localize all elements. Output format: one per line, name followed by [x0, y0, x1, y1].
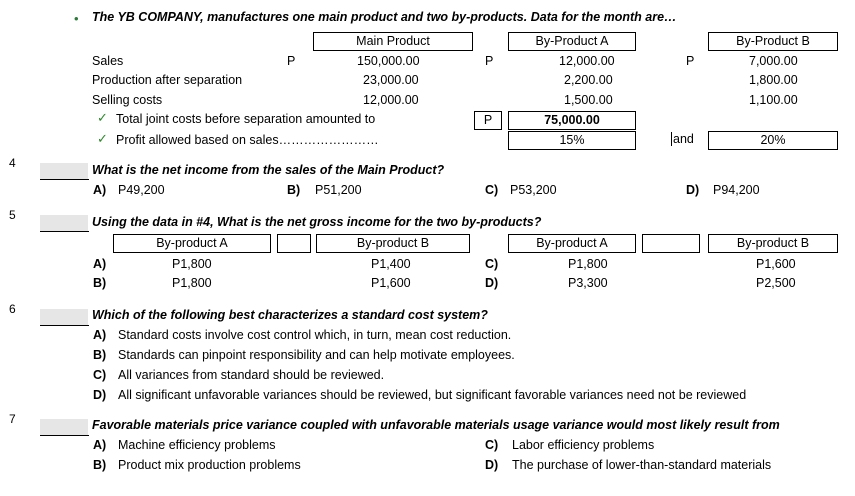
- production-a: 2,200.00: [564, 73, 613, 87]
- column-header-by-product-b: By-Product B: [708, 32, 838, 51]
- choice-letter: D): [686, 183, 700, 197]
- choice-letter: C): [485, 438, 499, 452]
- column-header-main-product: Main Product: [313, 32, 473, 51]
- choice-letter: A): [93, 328, 107, 342]
- choice-text: All significant unfavorable variances should be reviewed, but significant favorable variances need not be reviewed: [118, 388, 747, 402]
- joint-costs-currency: P: [474, 111, 502, 130]
- choice-letter: B): [93, 458, 107, 472]
- answer-blank-shade: [40, 215, 88, 231]
- choice-letter: D): [93, 388, 107, 402]
- sales-a: 12,000.00: [559, 54, 615, 68]
- check-icon: ✓: [97, 131, 108, 146]
- production-b: 1,800.00: [749, 73, 798, 87]
- column-header-by-product-a: By-product A: [508, 234, 636, 253]
- row-label-selling-costs: Selling costs: [92, 93, 163, 107]
- question-text: Which of the following best characterizes a standard cost system?: [92, 308, 488, 322]
- header-spacer-box: [642, 234, 700, 253]
- profit-label: Profit allowed based on sales……………………: [116, 133, 379, 147]
- currency-a: P: [485, 54, 494, 68]
- choice-text: Labor efficiency problems: [512, 438, 655, 452]
- bullet-icon: •: [74, 11, 79, 26]
- row-label-production: Production after separation: [92, 73, 243, 87]
- choice-value: P2,500: [756, 276, 796, 290]
- question-number: 7: [9, 412, 16, 426]
- choice-value: P1,800: [568, 257, 608, 271]
- profit-rate-a: 15%: [508, 131, 636, 150]
- sales-b: 7,000.00: [749, 54, 798, 68]
- choice-value: P1,400: [371, 257, 411, 271]
- answer-blank-line[interactable]: [40, 435, 89, 436]
- joint-costs-label: Total joint costs before separation amounted to: [116, 112, 376, 126]
- column-header-by-product-a: By-Product A: [508, 32, 636, 51]
- choice-letter: D): [485, 458, 499, 472]
- check-icon: ✓: [97, 110, 108, 125]
- choice-letter: C): [485, 183, 499, 197]
- selling-a: 1,500.00: [564, 93, 613, 107]
- problem-intro: The YB COMPANY, manufactures one main product and two by-products. Data for the month are…: [92, 10, 677, 24]
- answer-blank-shade: [40, 163, 88, 179]
- choice-text: Standard costs involve cost control which, in turn, mean cost reduction.: [118, 328, 512, 342]
- question-text: Using the data in #4, What is the net gross income for the two by-products?: [92, 215, 542, 229]
- choice-value: P1,600: [756, 257, 796, 271]
- choice-letter: C): [93, 368, 107, 382]
- column-header-by-product-b: By-product B: [708, 234, 838, 253]
- question-number: 4: [9, 156, 16, 170]
- question-text: What is the net income from the sales of the Main Product?: [92, 163, 445, 177]
- answer-blank-shade: [40, 309, 88, 325]
- choice-text: P49,200: [118, 183, 165, 197]
- answer-blank-shade: [40, 419, 88, 435]
- column-header-by-product-a: By-product A: [113, 234, 271, 253]
- currency-main: P: [287, 54, 296, 68]
- joint-costs-value: 75,000.00: [508, 111, 636, 130]
- choice-letter: D): [485, 276, 499, 290]
- profit-rate-b: 20%: [708, 131, 838, 150]
- currency-b: P: [686, 54, 695, 68]
- choice-text: P53,200: [510, 183, 557, 197]
- answer-blank-line[interactable]: [40, 325, 89, 326]
- choice-letter: B): [93, 276, 107, 290]
- selling-b: 1,100.00: [749, 93, 798, 107]
- question-number: 6: [9, 302, 16, 316]
- choice-letter: B): [287, 183, 301, 197]
- production-main: 23,000.00: [363, 73, 419, 87]
- sales-main: 150,000.00: [357, 54, 420, 68]
- column-header-by-product-b: By-product B: [316, 234, 470, 253]
- choice-value: P1,800: [172, 276, 212, 290]
- choice-text: All variances from standard should be reviewed.: [118, 368, 385, 382]
- choice-text: P94,200: [713, 183, 760, 197]
- choice-text: Standards can pinpoint responsibility and can help motivate employees.: [118, 348, 515, 362]
- question-number: 5: [9, 208, 16, 222]
- choice-letter: A): [93, 183, 107, 197]
- choice-letter: A): [93, 257, 107, 271]
- choice-value: P3,300: [568, 276, 608, 290]
- selling-main: 12,000.00: [363, 93, 419, 107]
- header-spacer-box: [277, 234, 311, 253]
- answer-blank-line[interactable]: [40, 231, 89, 232]
- choice-text: The purchase of lower-than-standard materials: [512, 458, 772, 472]
- choice-letter: B): [93, 348, 107, 362]
- choice-text: Product mix production problems: [118, 458, 301, 472]
- answer-blank-line[interactable]: [40, 179, 89, 180]
- choice-text: P51,200: [315, 183, 362, 197]
- choice-letter: A): [93, 438, 107, 452]
- row-label-sales: Sales: [92, 54, 124, 68]
- profit-and: and: [673, 132, 694, 146]
- choice-value: P1,600: [371, 276, 411, 290]
- choice-letter: C): [485, 257, 499, 271]
- choice-text: Machine efficiency problems: [118, 438, 276, 452]
- choice-value: P1,800: [172, 257, 212, 271]
- question-text: Favorable materials price variance coupled with unfavorable materials usage variance would most likely result from: [92, 418, 780, 432]
